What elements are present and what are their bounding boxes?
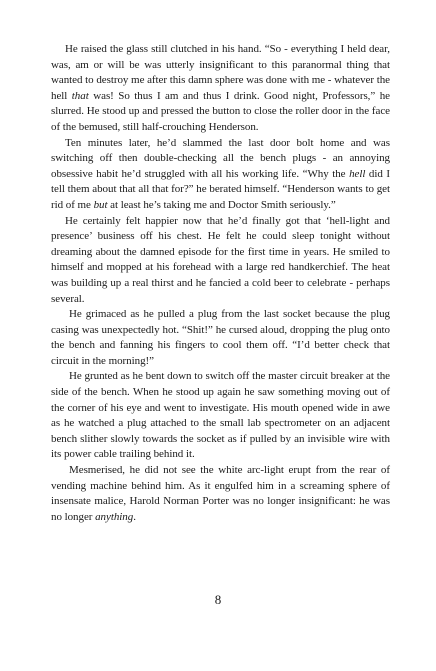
- text-run: He certainly felt happier now that he’d finally got that ‘hell-light and presence’ business off his chest. He felt he could sleep tonight without dreaming about the damned episode for the first time in years. He smiled to himself and mopped at his forehead with a large red handkerchief. The heat was building up a real thirst and he fancied a cold beer to celebrate - perhaps several.: [51, 214, 390, 305]
- text-run: He raised the glass still clutched in his hand. “So - everything I held dear, was, am or will be was utterly insignificant to this paranormal thing that wanted to destroy me after this damn sphere was done with me - whatever the hell: [51, 43, 390, 102]
- text-run: was! So thus I am and thus I drink. Good night, Professors,” he slurred. He stood up and pressed the button to close the roller door in the face of the bemused, still half-crouching Henderson.: [51, 89, 390, 133]
- paragraph-1: [51, 42, 390, 136]
- text-run: .: [133, 510, 136, 523]
- text-run: Mesmerised, he did not see the white arc-light erupt from the rear of vending machine behind him. As it engulfed him in a screaming sphere of insensate malice, Harold Norman Porter was no longer insignificant: he was no longer: [51, 464, 390, 523]
- italic-text: hell: [349, 167, 366, 180]
- text-run: at least he’s taking me and Doctor Smith seriously.”: [107, 198, 336, 211]
- text-run: Ten minutes later, he’d slammed the last door bolt home and was switching off then double-checking all the bench plugs - an annoying obsessive habit he’d struggled with all his working life. “Why the: [51, 136, 390, 180]
- italic-text: anything: [95, 510, 134, 523]
- paragraph-3: [51, 214, 390, 308]
- page-number: 8: [214, 592, 222, 607]
- text-run: He grimaced as he pulled a plug from the last socket because the plug casing was unexpectedly hot. “Shit!” he cursed aloud, dropping the plug onto the bench and fanning his fingers to cool them off. “I’d better check that circuit in the morning!”: [51, 308, 390, 367]
- body-text: [51, 42, 390, 525]
- paragraph-2: [51, 136, 390, 214]
- text-run: He grunted as he bent down to switch off the master circuit breaker at the side of the bench. When he stood up again he saw something moving out of the corner of his eye and went to investigate. His mouth opened wide in awe as he watched a plug attached to the small lab spectrometer on an adjacent bench slither slowly towards the socket as if pulled by an invisible wire with its power cable trailing behind it.: [51, 370, 390, 461]
- italic-text: that: [71, 89, 89, 102]
- paragraph-6: [51, 463, 390, 525]
- italic-text: but: [93, 198, 108, 211]
- paragraph-5: [51, 369, 390, 463]
- text-run: did I tell them about that all that for?” he berated himself. “Henderson wants to get rid of me: [51, 167, 390, 211]
- paragraph-4: [51, 307, 390, 369]
